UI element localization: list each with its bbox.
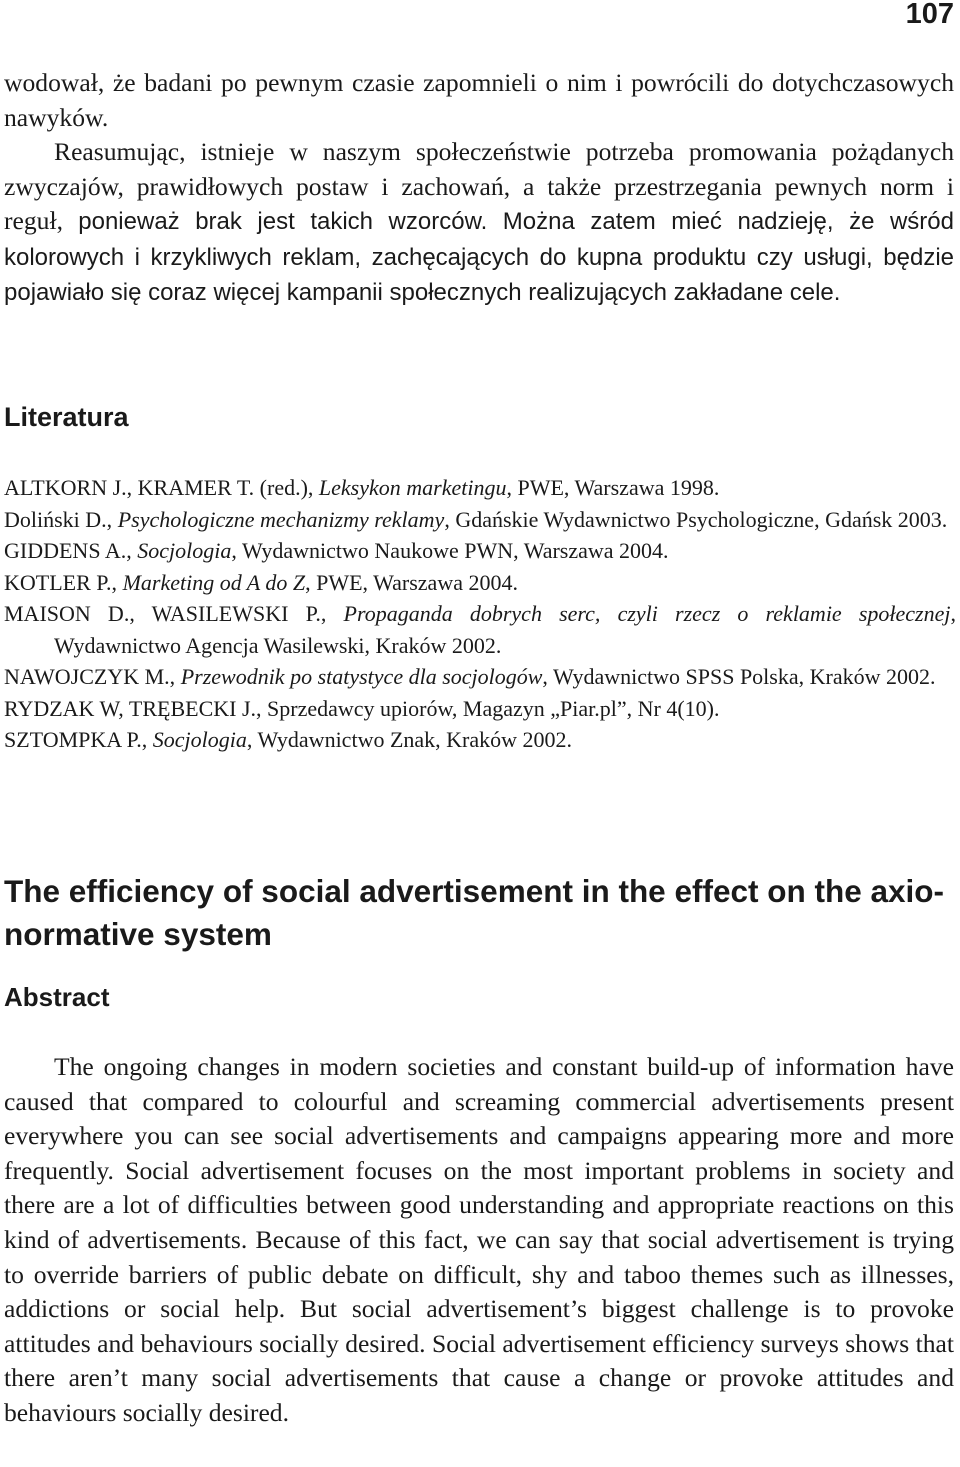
page-number: 107 — [905, 0, 954, 30]
reference-item: NAWOJCZYK M., Przewodnik po statystyce dla socjologów, Wydawnictwo SPSS Polska, Kraków 2002. — [4, 664, 936, 689]
english-title: The efficiency of social advertisement in the effect on the axio-normative system — [4, 873, 944, 952]
reference-item: MAISON D., WASILEWSKI P., Propaganda dobrych serc, czyli rzecz o reklamie społecznej, Wydawnictwo Agencja Wasilewski, Kraków 2002. — [4, 601, 956, 658]
reference-item: RYDZAK W, TRĘBECKI J., Sprzedawcy upiorów, Magazyn „Piar.pl”, Nr 4(10). — [4, 695, 720, 721]
body-paragraph-2 — [4, 135, 954, 311]
body-paragraph-2-serif: Reasumując, istnieje w naszym społeczeństwie potrzeba promowania pożądanych zwyczajów, prawidłowych postaw i zachowań, a także przestrzegania pewnych norm i reguł, — [4, 137, 954, 235]
abstract-heading: Abstract — [4, 982, 110, 1012]
reference-item: KOTLER P., Marketing od A do Z, PWE, Warszawa 2004. — [4, 569, 518, 595]
body-text — [4, 66, 954, 311]
reference-item: GIDDENS A., Socjologia, Wydawnictwo Naukowe PWN, Warszawa 2004. — [4, 538, 669, 563]
body-paragraph-2-sans: ponieważ brak jest takich wzorców. Można zatem mieć nadzieję, że wśród kolorowych i krzykliwych reklam, zachęcających do kupna produktu czy usługi, będzie pojawiało się coraz więcej kampanii społecznych realizujących zakładane cele. — [4, 208, 954, 306]
abstract-text: The ongoing changes in modern societies and constant build-up of information have caused that compared to colourful and screaming commercial advertisements present everywhere you can see social advertisements and campaigns appearing more and more frequently. Social advertisement focuses on the most important problems in society and there are a lot of difficulties between good understanding and appropriate reactions on this kind of advertisements. Because of this fact, we can say that social advertisement is trying to override barriers of public debate on difficult, shy and taboo themes such as illnesses, addictions or social help. But social advertisement’s biggest challenge is to provoke attitudes and behaviours socially desired. Social advertisement efficiency surveys shows that there aren’t many social advertisements that cause a change or provoke attitudes and behaviours socially desired. — [4, 1052, 954, 1427]
reference-list — [4, 472, 956, 756]
body-paragraph-1: wodował, że badani po pewnym czasie zapomnieli o nim i powrócili do dotychczasowych nawyków. — [4, 68, 954, 132]
reference-item: ALTKORN J., KRAMER T. (red.), Leksykon marketingu, PWE, Warszawa 1998. — [4, 475, 720, 500]
reference-item: Doliński D., Psychologiczne mechanizmy reklamy, Gdańskie Wydawnictwo Psychologiczne, Gdańsk 2003. — [4, 506, 948, 532]
reference-item: SZTOMPKA P., Socjologia, Wydawnictwo Znak, Kraków 2002. — [4, 727, 573, 752]
literature-heading: Literatura — [4, 402, 129, 432]
